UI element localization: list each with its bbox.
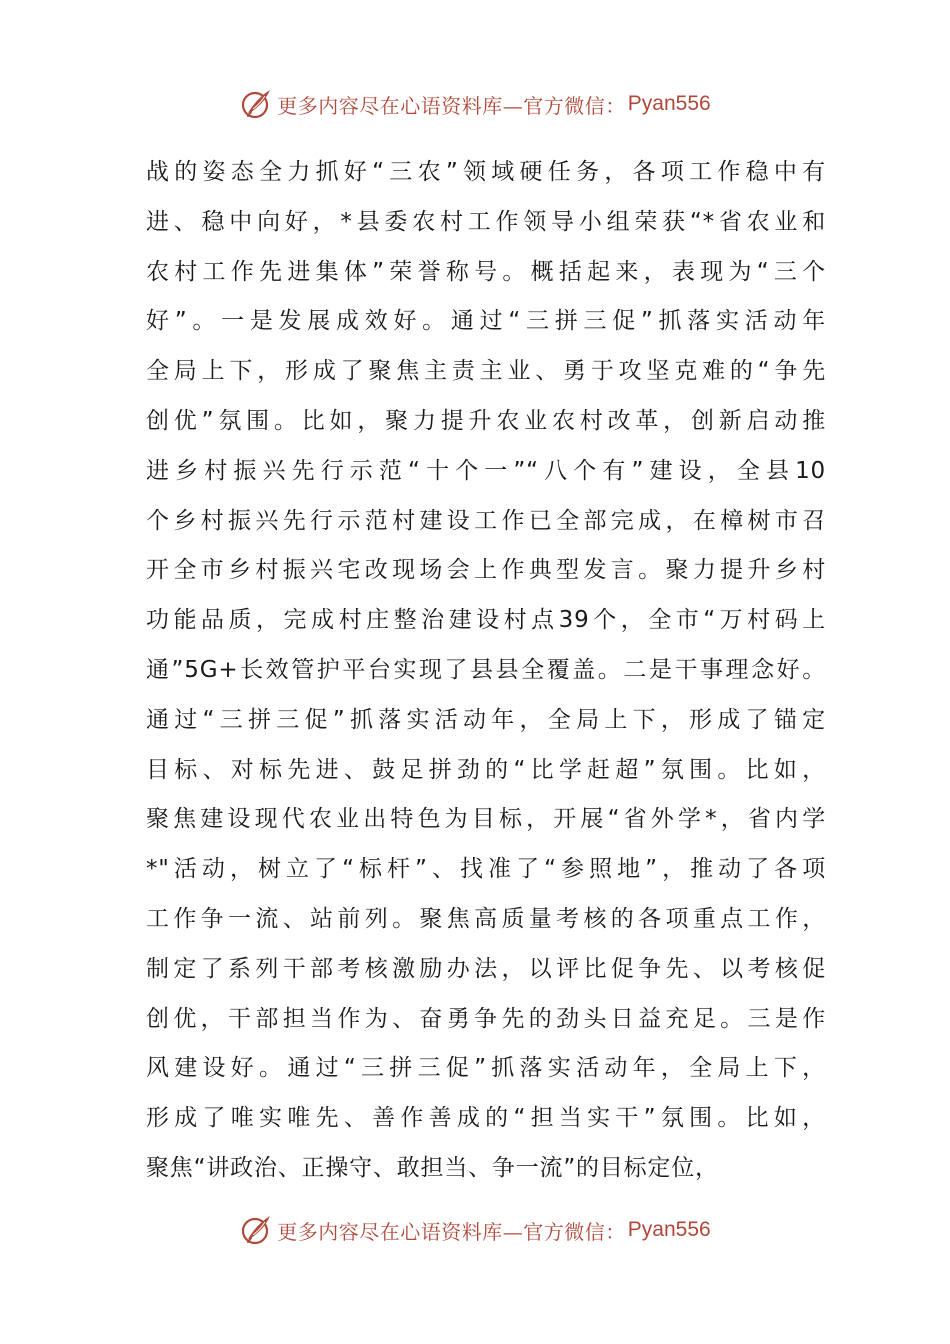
text-line: 战的姿态全力抓好“三农”领域硬任务，各项工作稳中有 [146, 159, 826, 185]
quill-logo-icon [239, 1213, 273, 1247]
text-line: 目标、对标先进、鼓足拼劲的“比学赶超”氛围。比如， [146, 756, 826, 783]
footer-watermark [0, 1210, 950, 1250]
text-line: 好”。一是发展成效好。通过“三拼三促”抓落实活动年 [146, 308, 826, 335]
text-line: 通”5G+长效管护平台实现了县县全覆盖。二是干事理念好。 [146, 656, 826, 683]
text-line: 农村工作先进集体”荣誉称号。概括起来，表现为“三个 [146, 258, 826, 285]
text-line: 功能品质，完成村庄整治建设村点39个，全市“万村码上 [146, 607, 826, 634]
body-paragraph [146, 148, 826, 1194]
text-line: 创优”氛围。比如，聚力提升农业农村改革，创新启动推 [146, 407, 826, 434]
watermark-text: 更多内容尽在心语资料库—官方微信： [277, 93, 626, 118]
text-line: *"活动，树立了“标杆”、找准了“参照地”，推动了各项 [146, 856, 826, 883]
quill-logo-icon [239, 87, 273, 121]
text-line: 聚焦建设现代农业出特色为目标，开展“省外学*，省内学 [146, 806, 826, 833]
header-watermark [0, 84, 950, 124]
text-line: 开全市乡村振兴宅改现场会上作典型发言。聚力提升乡村 [146, 557, 826, 584]
text-line: 通过“三拼三促”抓落实活动年，全局上下，形成了锚定 [146, 706, 826, 733]
text-line: 进、稳中向好，*县委农村工作领导小组荣获“*省农业和 [146, 208, 826, 235]
text-line: 制定了系列干部考核激励办法，以评比促争先、以考核促 [146, 955, 826, 982]
text-line: 个乡村振兴先行示范村建设工作已全部完成，在樟树市召 [146, 507, 826, 534]
text-line: 风建设好。通过“三拼三促”抓落实活动年，全局上下， [146, 1055, 826, 1082]
text-line: 创优，干部担当作为、奋勇争先的劲头日益充足。三是作 [146, 1005, 826, 1032]
text-line: 工作争一流、站前列。聚焦高质量考核的各项重点工作， [146, 905, 826, 932]
text-line: 形成了唯实唯先、善作善成的“担当实干”氛围。比如， [146, 1105, 826, 1132]
text-line: 全局上下，形成了聚焦主责主业、勇于攻坚克难的“争先 [146, 358, 826, 385]
watermark-wechat-id: Pyan556 [627, 1218, 711, 1241]
text-line: 聚焦“讲政治、正操守、敢担当、争一流”的目标定位， [146, 1154, 719, 1181]
text-line: 进乡村振兴先行示范“十个一”“八个有”建设，全县10 [146, 457, 826, 484]
watermark-text: 更多内容尽在心语资料库—官方微信： [277, 1219, 626, 1244]
watermark-wechat-id: Pyan556 [627, 92, 711, 115]
